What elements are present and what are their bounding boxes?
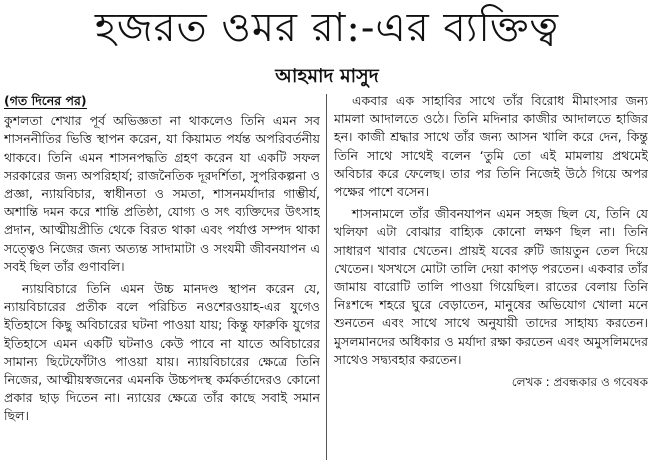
article-paragraph: শাসনামলে তাঁর জীবনযাপন এমন সহজ ছিল যে, তিনি যে খলিফা এটা বোঝার বাহ্যিক কোনো লক্ষণ ছিল না। তিনি সাধারণ খাবার খেতেন। প্রায়ই যবের রুটি জায়তুন তেল দিয়ে খেতেন। খসখসে মোটা তালি দেয়া কাপড় পরতেন। একবার তাঁর জামায় বারোটি তালি পাওয়া গিয়েছিল। রাতের বেলায় তিনি নিঃশব্দে শহরে ঘুরে বেড়াতেন, মানুষের অভিযোগ খোলা মনে শুনতেন এবং সাথে সাথে অনুযায়ী তাদের সাহায্য করতেন। মুসলমানদের অধিকার ও মর্যাদা রক্ষা করতেন এবং অমুসলিমদের সাথেও সদ্ব্যবহার করতেন। [334, 206, 648, 367]
article-paragraph: একবার এক সাহাবির সাথে তাঁর বিরোধ মীমাংসার জন্য মামলা আদালতে ওঠে। তিনি মদিনার কাজীর আদালতে হাজির হন। কাজী শ্রদ্ধার সাথে তাঁর জন্য আসন খালি করে দেন, কিন্তু তিনি সাথে সাথেই বলেন ‘তুমি তো এই মামলায় প্রথমেই অবিচার করে ফেলেছ। তার পর তিনি নিজেই উঠে গিয়ে অপর পক্ষের পাশে বসেন। [334, 93, 648, 200]
column-divider [326, 94, 327, 460]
article-column-left [4, 92, 320, 464]
continued-label-text: (গত দিনের পর) [4, 93, 87, 108]
article-headline: হজরত ওমর রা:-এর ব্যক্তিত্ব [94, 5, 560, 51]
article-paragraph: ন্যায়বিচারে তিনি এমন উচ্চ মানদণ্ড স্থাপন করেন যে, ন্যায়বিচারের প্রতীক বলে পরিচিত নওশেরওয়াহ-এর যুগেও ইতিহাসে কিছু অবিচারের ঘটনা পাওয়া যায়; কিন্তু ফারুকি যুগের ইতিহাসে এমন একটি ঘটনাও কেউ পাবে না যাতে অবিচারের সামান্য ছিটেফোঁটাও পাওয়া যায়। ন্যায়বিচারের ক্ষেত্রে তিনি নিজের, আত্মীয়স্বজনের এমনকি উচ্চপদস্থ কর্মকর্তাদেরও কোনো প্রকার ছাড় দিতেন না। ন্যায়ের ক্ষেত্রে তাঁর কাছে সবাই সমান ছিল। [4, 281, 320, 424]
article-author: আহমাদ মাসুদ [275, 65, 379, 87]
article-paragraph: কুশলতা শেখার পূর্ব অভিজ্ঞতা না থাকলেও তিনি এমন সব শাসননীতির ভিত্তি স্থাপন করেন, যা কিয়ামত পর্যন্ত অপরিবর্তনীয় থাকবে। তিনি এমন শাসনপদ্ধতি গ্রহণ করেন যা একটি সফল সরকারের জন্য অপরিহার্য; রাজনৈতিক দূরদর্শিতা, সুপরিকল্পনা ও প্রজ্ঞা, ন্যায়বিচার, স্বাধীনতা ও সমতা, শাসনমর্যাদার গাম্ভীর্য, অশান্তি দমন করে শান্তি প্রতিষ্ঠা, যোগ্য ও সৎ ব্যক্তিদের উৎসাহ প্রদান, আত্মীয়প্রীতি থেকে বিরত থাকা এবং পর্যাপ্ত সম্পদ থাকা সত্ত্বেও নিজের জন্য অত্যন্ত সাদামাটা ও সংযমী জীবনযাপন এ সবই ছিল তাঁর গুণাবলি। [4, 113, 320, 274]
continued-label [4, 92, 320, 110]
article-column-right [334, 92, 648, 464]
author-credit: লেখক : প্রবন্ধকার ও গবেষক [511, 375, 648, 390]
